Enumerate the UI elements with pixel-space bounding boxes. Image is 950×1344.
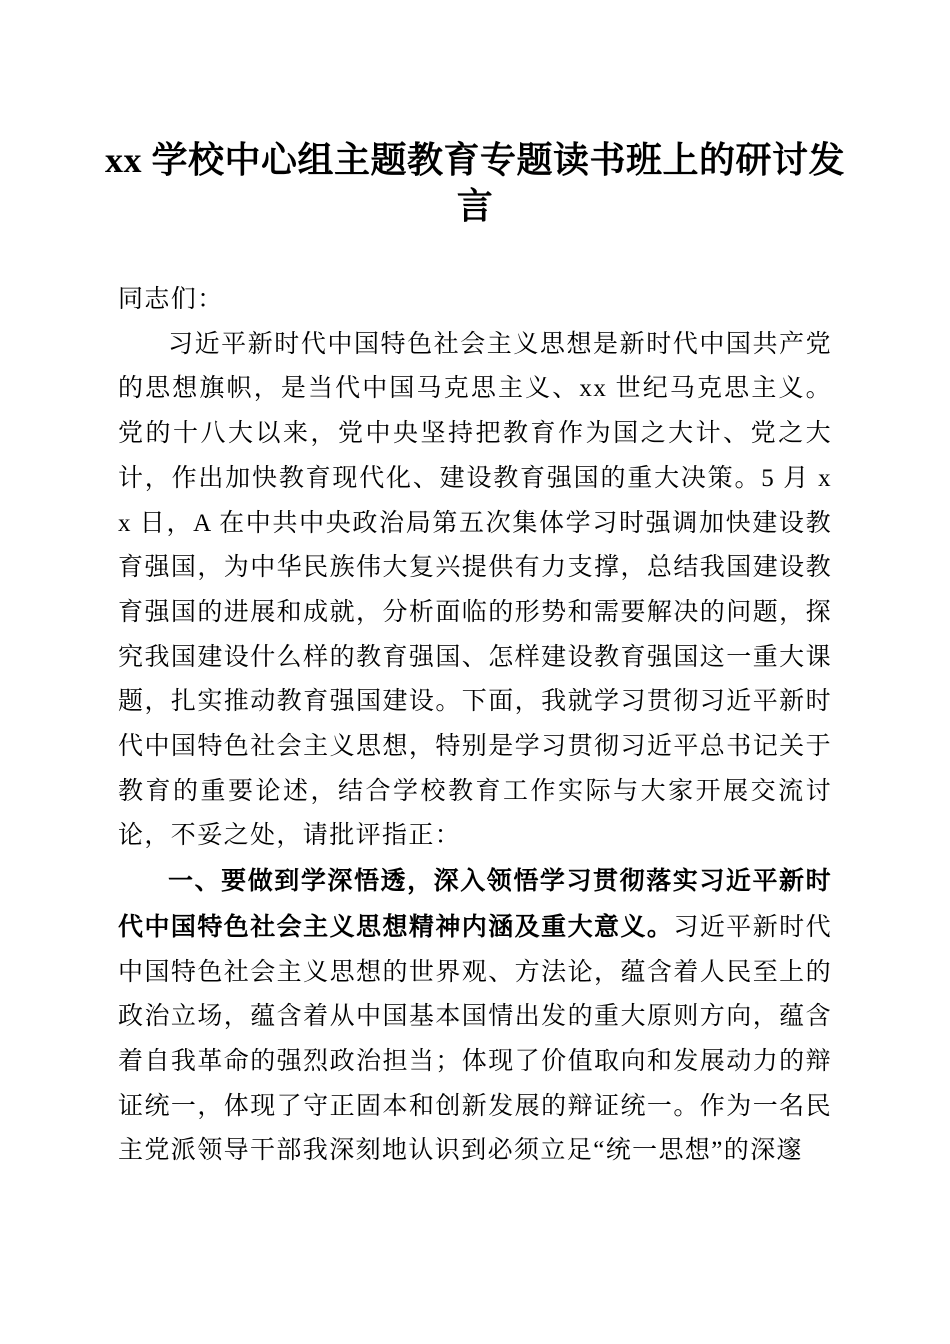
document-title: xx 学校中心组主题教育专题读书班上的研讨发言 — [104, 140, 845, 226]
intro-paragraph: 习近平新时代中国特色社会主义思想是新时代中国共产党的思想旗帜，是当代中国马克思主义、xx 世纪马克思主义。党的十八大以来，党中央坚持把教育作为国之大计、党之大计，作出加快教育现代化、建设教育强国的重大决策。5 月 xx 日，A 在中共中央政治局第五次集体学习时强调加快建设教育强国，为中华民族伟大复兴提供有力支撑，总结我国建设教育强国的进展和成就，分析面临的形势和需要解决的问题，探究我国建设什么样的教育强国、怎样建设教育强国这一重大课题，扎实推动教育强国建设。下面，我就学习贯彻习近平新时代中国特色社会主义思想，特别是学习贯彻习近平总书记关于教育的重要论述，结合学校教育工作实际与大家开展交流讨论，不妥之处，请批评指正： — [118, 330, 832, 850]
document-body — [118, 278, 832, 1174]
section-1-paragraph — [118, 859, 832, 1174]
section-1-body-text: 习近平新时代中国特色社会主义思想的世界观、方法论，蕴含着人民至上的政治立场，蕴含着从中国基本国情出发的重大原则方向，蕴含着自我革命的强烈政治担当；体现了价值取向和发展动力的辩证统一，体现了守正固本和创新发展的辩证统一。作为一名民主党派领导干部我深刻地认识到必须立足“统一思想”的深邃 — [118, 913, 833, 1165]
salutation-line: 同志们： — [118, 286, 224, 313]
section-1-heading: 一、要做到学深悟透，深入领悟学习贯彻落实习近平新时代中国特色社会主义思想精神内涵及重大意义。 — [118, 867, 832, 941]
